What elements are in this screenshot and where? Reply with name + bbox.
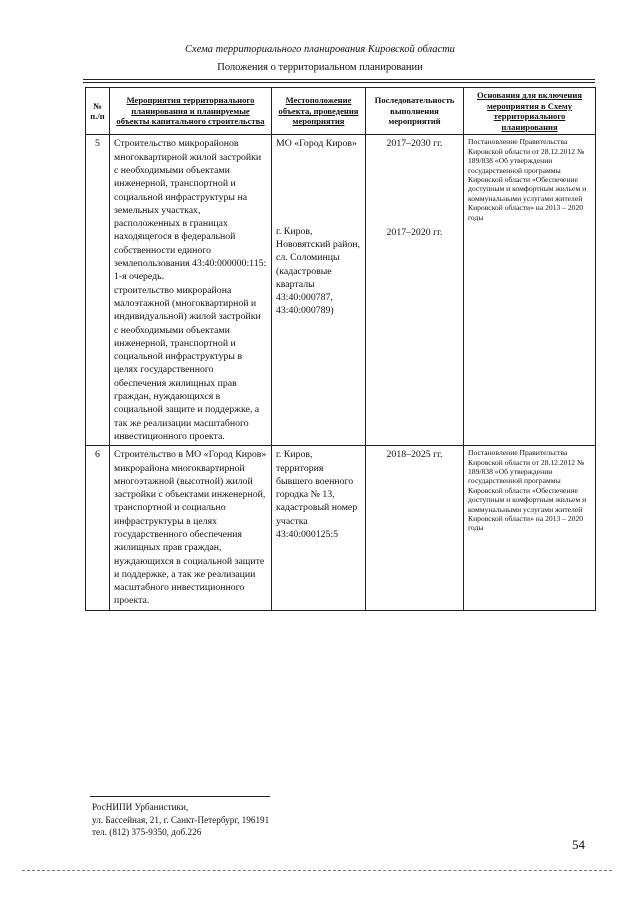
activity-stage: 1-я очередь. — [114, 271, 165, 283]
column-header-basis: Основания для включения мероприятия в Схему территориального планирования — [464, 88, 596, 135]
document-subtitle: Положения о территориальном планировании — [217, 62, 423, 73]
table-header-row — [86, 88, 596, 135]
footer-rule — [90, 796, 270, 797]
row-sequence — [366, 135, 464, 446]
column-header-activity: Мероприятия территориального планирования и планируемые объекты капитального строительства — [110, 88, 272, 135]
row-location: г. Киров, территория бывшего военного городка № 13, кадастровый номер участка 43:40:000125:5 — [272, 446, 366, 611]
column-header-location: Местоположение объекта, проведения мероприятия — [272, 88, 366, 135]
activity-text-stage: строительство микрорайона малоэтажной (многоквартирной и индивидуальной) жилой застройки с необходимыми объектами инженерной, транспортной и социальной инфраструктуры в целях государственного обеспечения жилищных прав граждан, нуждающихся в социальной защите и поддержке, а так же реализации масштабного инвестиционного проекта. — [114, 284, 261, 442]
location-detail: г. Киров, Нововятский район, сл. Соломинцы (кадастровые кварталы 43:40:000787, 43:40:000789) — [276, 225, 360, 317]
header-rule-bottom — [83, 82, 595, 83]
row-activity: Строительство в МО «Город Киров» микрорайона многоквартирной многоэтажной (высотной) жилой застройки с объектами инженерной, транспортной и социально инфраструктуры в целях государственного обеспечения жилищных прав граждан, нуждающихся в социальной защите и поддержке, а так же реализации масштабного инвестиционного проекта. — [110, 446, 272, 611]
row-activity — [110, 135, 272, 446]
row-location — [272, 135, 366, 446]
document-title: Схема территориального планирования Кировской области — [185, 44, 455, 55]
sequence-period-stage: 2017–2020 гг. — [386, 226, 443, 238]
table-row — [86, 446, 596, 611]
row-number: 5 — [86, 135, 110, 446]
scan-edge-line — [22, 870, 612, 871]
activity-text-main: Строительство микрорайонов многоквартирной жилой застройки с необходимыми объектами инженерной, транспортной и социальной инфраструктуры на земельных участках, расположенных в границах находящегося в федеральной собственности единого землепользования 43:40:000000:115: — [114, 138, 267, 270]
table-row — [86, 135, 596, 446]
location-municipality: МО «Город Киров» — [276, 138, 357, 150]
sequence-period-total: 2017–2030 гг. — [386, 138, 443, 150]
row-basis: Постановление Правительства Кировской области от 28.12.2012 № 189/838 «Об утверждении государственной программы Кировской области «Обеспечение доступным и комфортным жильем и коммунальными услугами жителей Кировской области» на 2013 – 2020 годы — [464, 446, 596, 611]
footer-phone: тел. (812) 375-9350, доб.226 — [92, 827, 202, 837]
column-header-sequence: Последовательность выполнения мероприятий — [366, 88, 464, 135]
footer-block — [92, 801, 269, 839]
row-basis: Постановление Правительства Кировской области от 28.12.2012 № 189/838 «Об утверждении государственной программы Кировской области «Обеспечение доступным и комфортным жильем и коммунальными услугами жителей Кировской области» на 2013 – 2020 годы — [464, 135, 596, 446]
row-sequence: 2018–2025 гг. — [366, 446, 464, 611]
header-rule-top — [83, 79, 595, 80]
footer-address: ул. Бассейная, 21, г. Санкт-Петербург, 196191 — [92, 814, 270, 825]
planning-table — [85, 87, 596, 611]
page-number: 54 — [572, 837, 585, 852]
column-header-number: № п./п — [86, 88, 110, 135]
row-number: 6 — [86, 446, 110, 611]
footer-organization: РосНИПИ Урбанистики, — [92, 802, 189, 812]
